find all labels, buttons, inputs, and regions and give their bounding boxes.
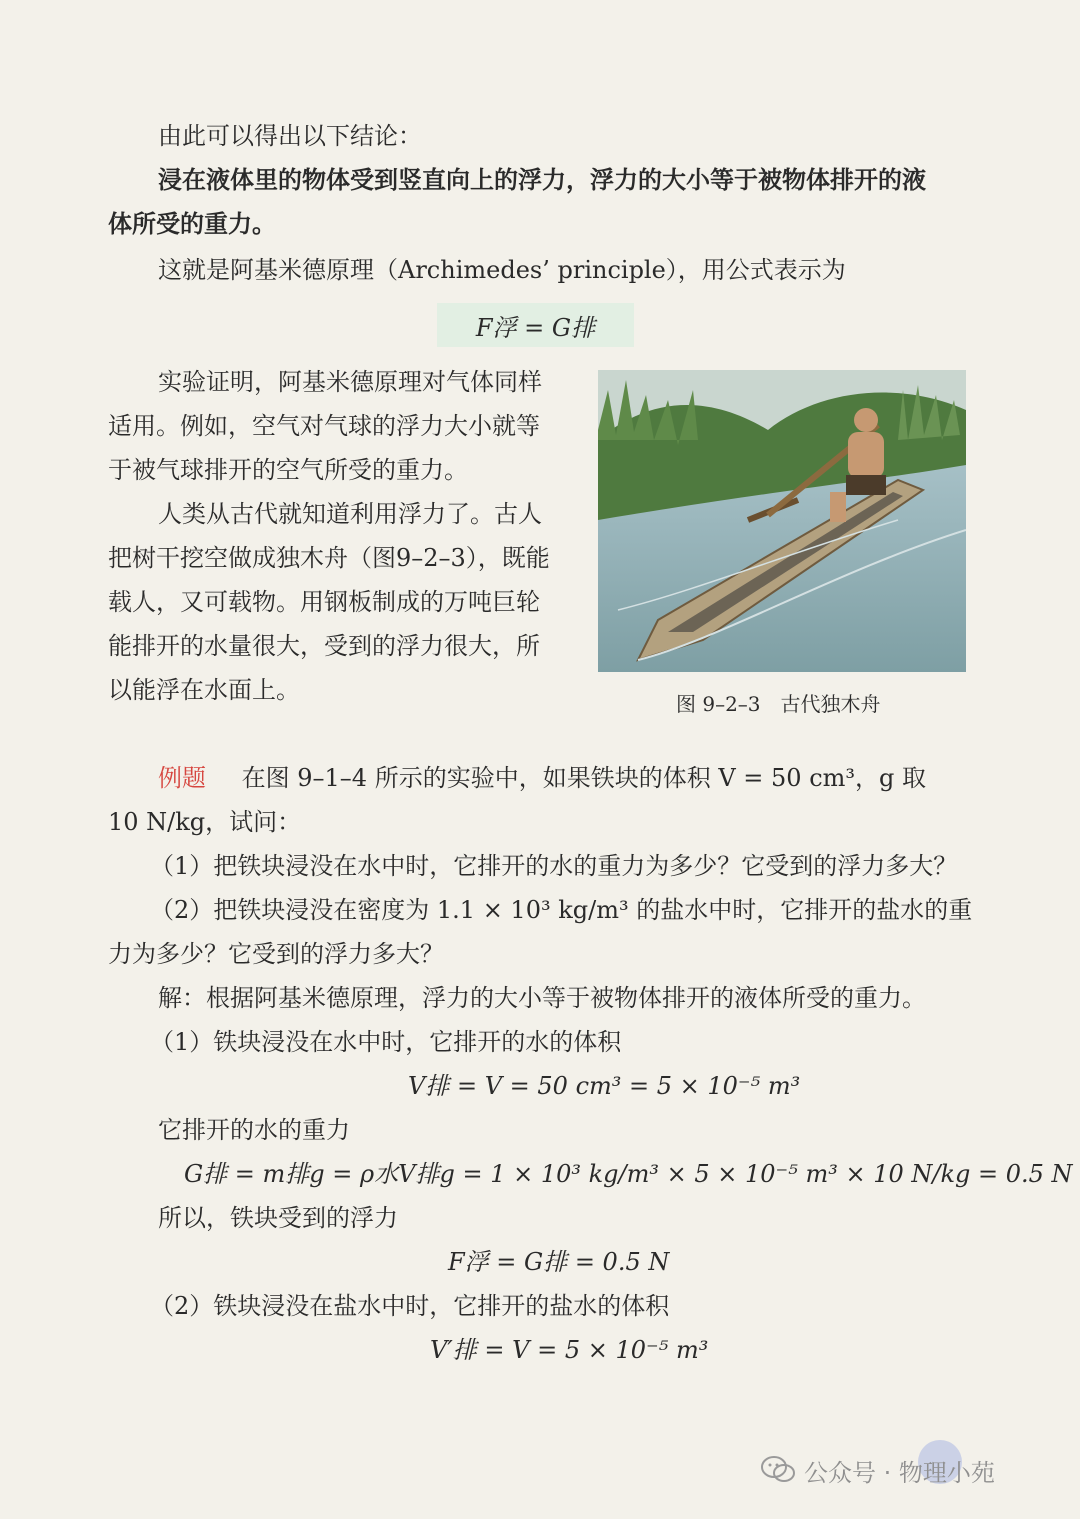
- formula-volume-2: V′排 = V = 5 × 10⁻⁵ m³: [430, 1336, 709, 1364]
- canoe-illustration: [598, 370, 966, 672]
- text-line: 载人，又可载物。用钢板制成的万吨巨轮: [108, 588, 540, 616]
- text-line: 于被气球排开的空气所受的重力。: [108, 456, 468, 484]
- text-line: 实验证明，阿基米德原理对气体同样: [158, 368, 542, 396]
- example-text: 在图 9–1–4 所示的实验中，如果铁块的体积 V = 50 cm³，g 取: [241, 764, 927, 792]
- main-formula: F浮 = G排: [437, 303, 634, 347]
- text-line: 能排开的水量很大，受到的浮力很大，所: [108, 632, 540, 660]
- text-line: 由此可以得出以下结论：: [158, 122, 422, 150]
- text-line: 10 N/kg，试问：: [108, 808, 302, 836]
- text-line: 这就是阿基米德原理（Archimedes’ principle），用公式表示为: [158, 256, 846, 284]
- formula-volume: V排 = V = 50 cm³ = 5 × 10⁻⁵ m³: [408, 1072, 801, 1100]
- text-line: 以能浮在水面上。: [108, 676, 300, 704]
- question-1: （1）把铁块浸没在水中时，它排开的水的重力为多少？它受到的浮力多大？: [150, 852, 958, 880]
- wechat-icon: [760, 1455, 796, 1485]
- watermark-text: 公众号 · 物理小苑: [804, 1458, 995, 1487]
- text-line: 人类从古代就知道利用浮力了。古人: [158, 500, 542, 528]
- text-line: 它排开的水的重力: [158, 1116, 350, 1144]
- example-line: [158, 756, 926, 800]
- question-2: （2）把铁块浸没在密度为 1.1 × 10³ kg/m³ 的盐水中时，它排开的盐水的重: [150, 896, 973, 924]
- watermark: [760, 1448, 995, 1492]
- principle-statement-line2: 体所受的重力。: [108, 209, 276, 238]
- text-line: 力为多少？它受到的浮力多大？: [108, 940, 444, 968]
- figure-caption: 图 9–2–3 古代独木舟: [676, 692, 881, 716]
- text-line: 适用。例如，空气对气球的浮力大小就等: [108, 412, 540, 440]
- solution-step-2: （2）铁块浸没在盐水中时，它排开的盐水的体积: [150, 1292, 670, 1320]
- text-line: 所以，铁块受到的浮力: [158, 1204, 398, 1232]
- example-label: 例题: [158, 764, 206, 792]
- text-line: 把树干挖空做成独木舟（图9–2–3），既能: [108, 544, 550, 572]
- principle-statement-line1: 浸在液体里的物体受到竖直向上的浮力，浮力的大小等于被物体排开的液: [158, 165, 926, 194]
- formula-weight: G排 = m排g = ρ水V排g = 1 × 10³ kg/m³ × 5 × 10⁻⁵ m³ × 10 N/kg = 0.5 N: [184, 1160, 1073, 1188]
- solution-step-1: （1）铁块浸没在水中时，它排开的水的体积: [150, 1028, 622, 1056]
- solution-intro: 解：根据阿基米德原理，浮力的大小等于被物体排开的液体所受的重力。: [158, 984, 926, 1012]
- formula-buoyancy: F浮 = G排 = 0.5 N: [448, 1248, 670, 1276]
